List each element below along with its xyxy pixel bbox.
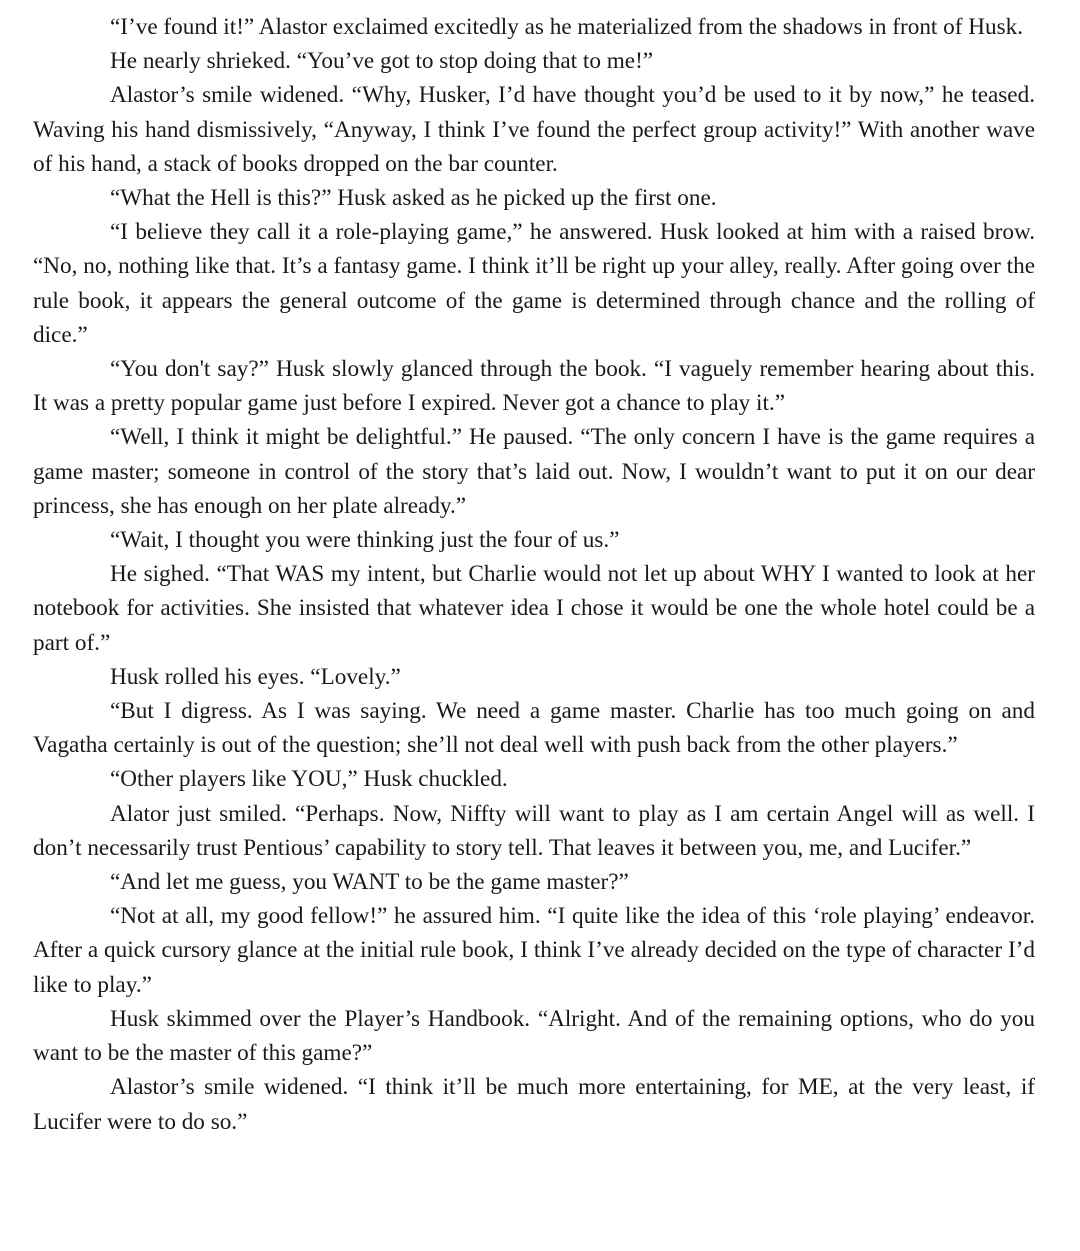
paragraph: He nearly shrieked. “You’ve got to stop doing that to me!” — [110, 48, 654, 75]
paragraph: “And let me guess, you WANT to be the game master?” — [110, 869, 629, 896]
paragraph: “Other players like YOU,” Husk chuckled. — [110, 766, 508, 793]
paragraph: “I believe they call it a role-playing game,” he answered. Husk looked at him with a raised brow. “No, no, nothing like that. It’s a fantasy game. I think it’ll be right up your alley, really. After going over the rule book, it appears the general outcome of the game is determined through chance and the rolling of dice.” — [33, 219, 1035, 348]
paragraph: “What the Hell is this?” Husk asked as he picked up the first one. — [110, 185, 717, 212]
paragraph: Alastor’s smile widened. “Why, Husker, I’d have thought you’d be used to it by now,” he teased. Waving his hand dismissively, “Anyway, I think I’ve found the perfect group activity!” With another wave of his hand, a stack of books dropped on the bar counter. — [33, 82, 1035, 177]
paragraph: “Wait, I thought you were thinking just the four of us.” — [110, 527, 620, 554]
paragraph: Alastor’s smile widened. “I think it’ll be much more entertaining, for ME, at the very least, if Lucifer were to do so.” — [33, 1074, 1035, 1135]
paragraph: “You don't say?” Husk slowly glanced through the book. “I vaguely remember hearing about this. It was a pretty popular game just before I expired. Never got a chance to play it.” — [33, 356, 1035, 417]
paragraph: “Well, I think it might be delightful.” He paused. “The only concern I have is the game requires a game master; someone in control of the story that’s laid out. Now, I wouldn’t want to put it on our dear princess, she has enough on her plate already.” — [33, 424, 1035, 519]
paragraph: “Not at all, my good fellow!” he assured him. “I quite like the idea of this ‘role playing’ endeavor. After a quick cursory glance at the initial rule book, I think I’ve already decided on the type of character I’d like to play.” — [33, 903, 1035, 998]
paragraph: He sighed. “That WAS my intent, but Charlie would not let up about WHY I wanted to look at her notebook for activities. She insisted that whatever idea I chose it would be one the whole hotel could be a part of.” — [33, 561, 1035, 656]
paragraph: Husk rolled his eyes. “Lovely.” — [110, 663, 401, 690]
paragraph: Alator just smiled. “Perhaps. Now, Niffty will want to play as I am certain Angel will as well. I don’t necessarily trust Pentious’ capability to story tell. That leaves it between you, me, and Lucifer.” — [33, 800, 1035, 861]
paragraph: “But I digress. As I was saying. We need a game master. Charlie has too much going on and Vagatha certainly is out of the question; she’ll not deal well with push back from the other players.” — [33, 698, 1035, 759]
paragraph: “I’ve found it!” Alastor exclaimed excitedly as he materialized from the shadows in front of Husk. — [110, 14, 1024, 40]
paragraph: Husk skimmed over the Player’s Handbook. “Alright. And of the remaining options, who do you want to be the master of this game?” — [33, 1005, 1035, 1067]
